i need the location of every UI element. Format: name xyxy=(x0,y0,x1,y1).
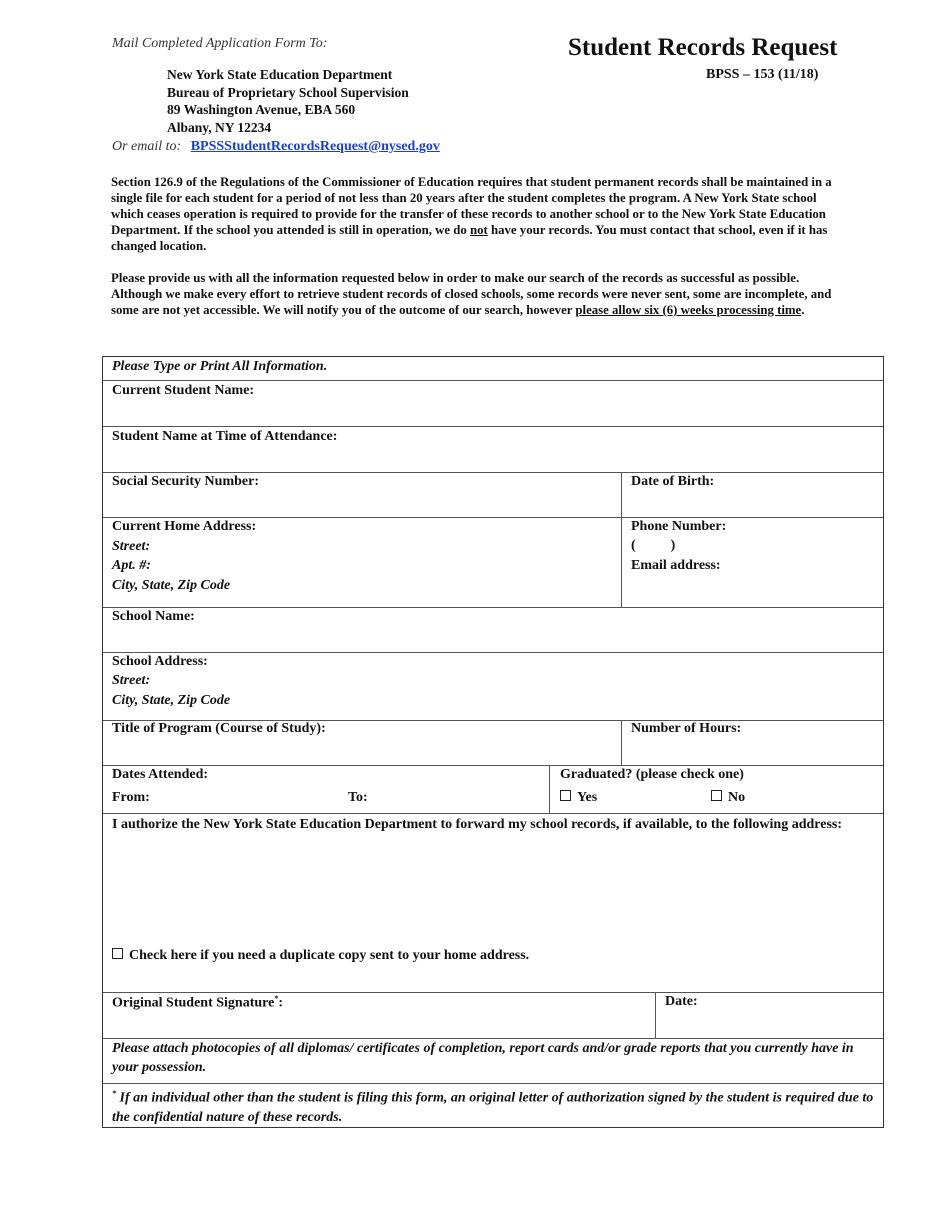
row-divider xyxy=(103,426,883,427)
yes-label: Yes xyxy=(577,790,598,805)
column-divider xyxy=(621,720,622,765)
street-label: Street: xyxy=(112,539,151,554)
row-divider xyxy=(103,813,883,814)
request-form xyxy=(102,356,884,1128)
address-line: Bureau of Proprietary School Supervision xyxy=(167,84,409,100)
row-divider xyxy=(103,472,883,473)
row-divider xyxy=(103,765,883,766)
address-line: Albany, NY 12234 xyxy=(167,119,272,135)
signature-colon: : xyxy=(278,995,283,1011)
footnote-mark: * xyxy=(112,1089,116,1098)
regulation-text-end: have your records. You must contact that school, even if it has changed location. xyxy=(111,223,828,253)
column-divider xyxy=(621,472,622,607)
mail-to-label: Mail Completed Application Form To: xyxy=(112,36,328,51)
dates-attended-label: Dates Attended: xyxy=(112,767,209,782)
email-link[interactable]: BPSSStudentRecordsRequest@nysed.gov xyxy=(190,139,440,154)
row-divider xyxy=(103,517,883,518)
signature-footnote-mark: * xyxy=(274,994,279,1003)
phone-label: Phone Number: xyxy=(631,519,727,534)
school-street-label: Street: xyxy=(112,673,151,688)
graduated-label: Graduated? (please check one) xyxy=(560,767,744,782)
instructions-paragraph xyxy=(111,270,841,318)
attendance-name-label: Student Name at Time of Attendance: xyxy=(112,429,338,444)
print-instruction: Please Type or Print All Information. xyxy=(112,359,328,374)
mailing-address xyxy=(167,66,409,136)
graduated-no-option[interactable] xyxy=(711,790,745,806)
email-row xyxy=(112,139,440,155)
checkbox-icon[interactable] xyxy=(112,948,123,959)
phone-area-code: ( ) xyxy=(631,538,676,553)
checkbox-icon[interactable] xyxy=(560,790,571,801)
row-divider xyxy=(103,652,883,653)
email-address-label: Email address: xyxy=(631,558,721,573)
form-number: BPSS – 153 (11/18) xyxy=(706,67,819,82)
instructions-text: Please provide us with all the information requested below in order to make our search of the records as successful as possible. Although we make every effort to retrieve student records of closed schools, some records were never sent, some are incomplete, and some are not yet accessible. We will notify you of the outcome of our search, however xyxy=(111,271,832,317)
authorization-footnote xyxy=(112,1084,877,1127)
hours-label: Number of Hours: xyxy=(631,721,742,736)
school-address-label: School Address: xyxy=(112,654,208,669)
row-divider xyxy=(103,607,883,608)
city-state-zip-label: City, State, Zip Code xyxy=(112,578,231,593)
address-line: 89 Washington Avenue, EBA 560 xyxy=(167,102,356,117)
graduated-yes-option[interactable] xyxy=(560,790,597,806)
school-name-label: School Name: xyxy=(112,609,195,624)
column-divider xyxy=(549,765,550,813)
no-label: No xyxy=(728,790,746,805)
apt-label: Apt. #: xyxy=(112,558,151,573)
row-divider xyxy=(103,992,883,993)
column-divider xyxy=(655,992,656,1038)
school-city-label: City, State, Zip Code xyxy=(112,693,231,708)
from-label: From: xyxy=(112,790,150,805)
address-line: New York State Education Department xyxy=(167,67,393,82)
signature-date-label: Date: xyxy=(665,994,698,1009)
duplicate-copy-option[interactable] xyxy=(112,948,529,964)
duplicate-copy-label: Check here if you need a duplicate copy sent to your home address. xyxy=(129,948,530,963)
program-title-label: Title of Program (Course of Study): xyxy=(112,721,326,736)
ssn-label: Social Security Number: xyxy=(112,474,259,489)
processing-time-notice: please allow six (6) weeks processing time xyxy=(575,303,802,317)
dob-label: Date of Birth: xyxy=(631,474,715,489)
attach-photocopies-note: Please attach photocopies of all diplomas/ certificates of completion, report cards and/or grade reports that you currently have in your possession. xyxy=(112,1041,854,1075)
current-student-name-label: Current Student Name: xyxy=(112,383,255,398)
regulation-paragraph xyxy=(111,174,841,254)
signature-label xyxy=(112,994,283,1012)
authorization-statement: I authorize the New York State Education Department to forward my school records, if available, to the following address: xyxy=(112,817,843,832)
home-address-label: Current Home Address: xyxy=(112,519,257,534)
regulation-text: Section 126.9 of the Regulations of the Commissioner of Education requires that student permanent records shall be maintained in a single file for each student for a period of not less than 20 years after the student completes the program. A New York State school which ceases operation is required to provide for the transfer of these records to another school or to the New York State Education Department. If the school you attended is still in operation, we do xyxy=(111,175,832,237)
checkbox-icon[interactable] xyxy=(711,790,722,801)
page-title: Student Records Request xyxy=(568,34,838,61)
not-emphasis: not xyxy=(470,223,488,237)
footnote-text: If an individual other than the student is filing this form, an original letter of authorization signed by the student is required due to the confidential nature of these records. xyxy=(112,1090,874,1125)
signature-text: Original Student Signature xyxy=(112,995,275,1011)
row-divider xyxy=(103,380,883,381)
email-label: Or email to: xyxy=(112,139,182,154)
instructions-end: . xyxy=(801,303,805,317)
to-label: To: xyxy=(348,790,368,805)
